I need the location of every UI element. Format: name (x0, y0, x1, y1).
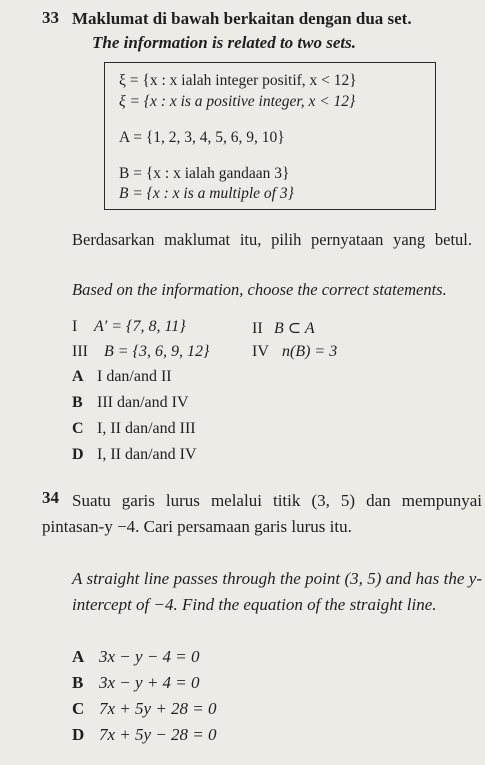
statement-text: A′ = {7, 8, 11} (94, 318, 186, 335)
option-text: III dan/and IV (97, 394, 189, 411)
option-letter: B (72, 394, 83, 411)
option-letter: D (72, 446, 84, 463)
statement-roman: II (252, 320, 263, 337)
statement-roman: IV (252, 343, 269, 360)
question-34-number: 34 (42, 488, 59, 507)
statement-i (72, 318, 186, 336)
instruction-en-line (72, 277, 472, 302)
statement-roman: I (72, 318, 78, 335)
q33-option-d[interactable] (72, 446, 197, 464)
statement-text: B = {3, 6, 9, 12} (104, 343, 210, 360)
option-letter: D (72, 725, 85, 744)
question-34-stem-en-text: A straight line passes through the point (3, 5) and has the y-intercept of −4. Find the equation of the straight line. (72, 569, 482, 614)
q33-option-c[interactable] (72, 420, 196, 438)
statement-roman: III (72, 343, 88, 360)
option-letter: B (72, 673, 84, 692)
question-34-stem-ms (42, 488, 482, 540)
q34-option-b[interactable] (72, 673, 200, 693)
q34-option-c[interactable] (72, 699, 217, 719)
option-letter: C (72, 699, 85, 718)
statement-iv (252, 343, 337, 361)
instruction-ms: Berdasarkan maklumat itu, pilih pernyataan yang betul. (72, 230, 472, 249)
instruction-ms-line (72, 227, 472, 252)
option-text: 7x + 5y − 28 = 0 (99, 725, 217, 744)
set-b-en: B = {x : x is a multiple of 3} (119, 185, 294, 202)
option-text: I, II dan/and IV (97, 446, 197, 463)
instruction-en: Based on the information, choose the correct statements. (72, 280, 447, 299)
option-letter: C (72, 420, 84, 437)
statement-ii (252, 318, 315, 338)
q33-option-b[interactable] (72, 394, 189, 412)
statement-text: n(B) = 3 (282, 343, 338, 360)
universal-set-ms: ξ = {x : x ialah integer positif, x < 12} (119, 72, 357, 89)
set-a: A = {1, 2, 3, 4, 5, 6, 9, 10} (119, 129, 285, 146)
question-34-stem-en (72, 566, 482, 618)
question-33-number: 33 (42, 8, 59, 27)
option-letter: A (72, 368, 84, 385)
option-text: I, II dan/and III (97, 420, 196, 437)
statement-iii (72, 343, 209, 361)
q34-option-a[interactable] (72, 647, 200, 667)
option-text: 3x − y − 4 = 0 (99, 647, 200, 666)
information-box (104, 62, 436, 210)
option-text: 3x − y + 4 = 0 (99, 673, 200, 692)
question-33-stem-en: The information is related to two sets. (92, 33, 356, 52)
q33-option-a[interactable] (72, 368, 172, 386)
universal-set-en: ξ = {x : x is a positive integer, x < 12} (119, 93, 356, 110)
option-text: I dan/and II (97, 368, 172, 385)
question-34-stem-ms-text: Suatu garis lurus melalui titik (3, 5) dan mempunyai pintasan-y −4. Cari persamaan garis lurus itu. (42, 491, 482, 536)
set-b-ms: B = {x : x ialah gandaan 3} (119, 165, 290, 182)
question-33-stem-ms: Maklumat di bawah berkaitan dengan dua set. (72, 9, 412, 28)
q34-option-d[interactable] (72, 725, 217, 745)
option-text: 7x + 5y + 28 = 0 (99, 699, 217, 718)
option-letter: A (72, 647, 85, 666)
statement-text: B ⊂ A (274, 320, 315, 337)
